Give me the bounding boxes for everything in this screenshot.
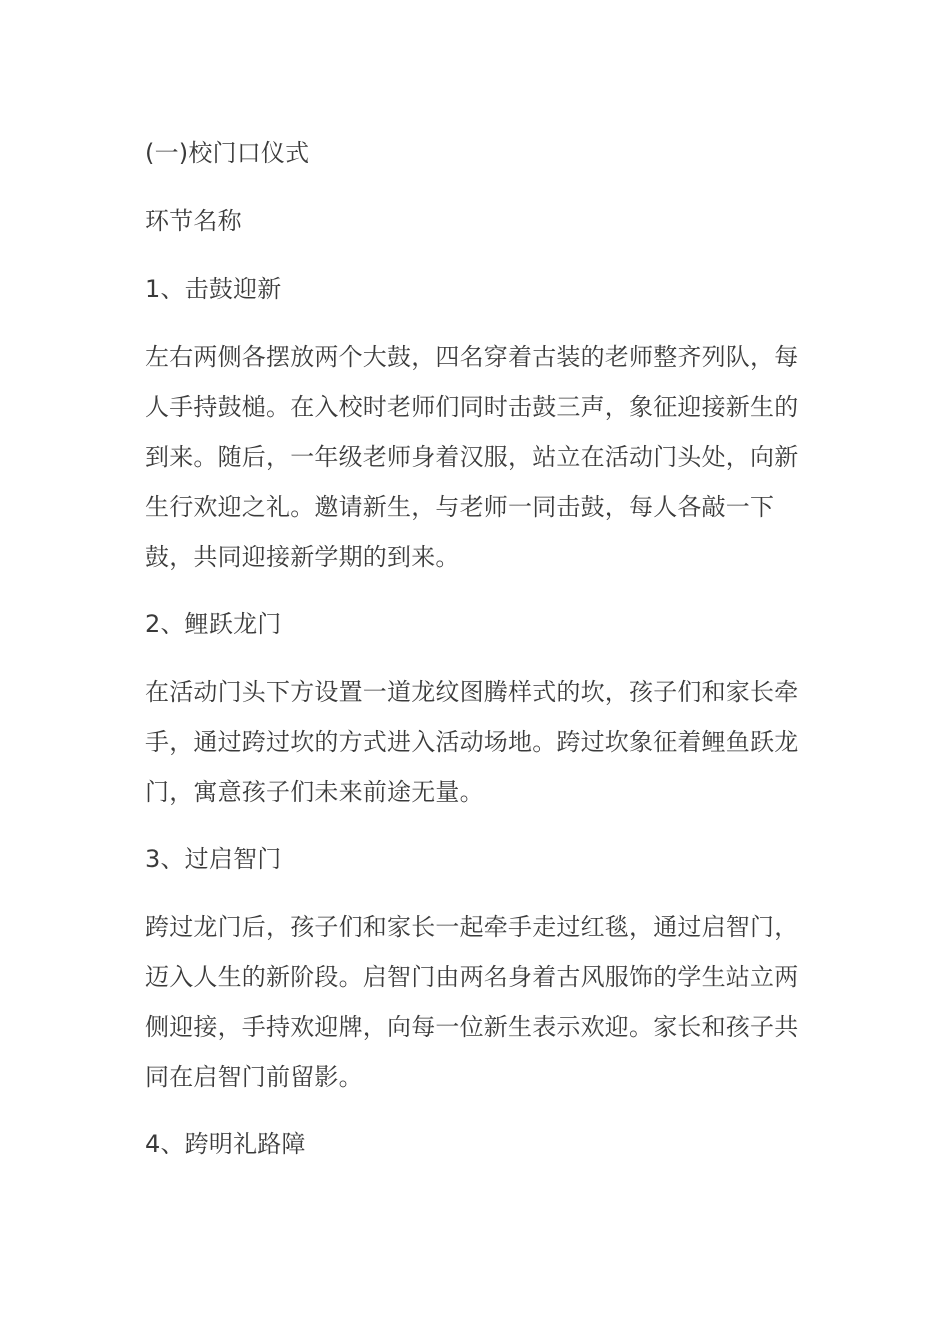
item-title: 2、鲤跃龙门 bbox=[145, 610, 282, 638]
item-title: 4、跨明礼路障 bbox=[145, 1130, 306, 1158]
item-title: 1、击鼓迎新 bbox=[145, 275, 282, 303]
document-page bbox=[145, 128, 810, 1187]
item-body: 在活动门头下方设置一道龙纹图腾样式的坎，孩子们和家长牵手，通过跨过坎的方式进入活动场地。跨过坎象征着鲤鱼跃龙门，寓意孩子们未来前途无量。 bbox=[145, 678, 799, 806]
column-title: 环节名称 bbox=[145, 207, 242, 235]
item-body: 跨过龙门后，孩子们和家长一起牵手走过红毯，通过启智门，迈入人生的新阶段。启智门由两名身着古风服饰的学生站立两侧迎接，手持欢迎牌，向每一位新生表示欢迎。家长和孩子共同在启智门前留影。 bbox=[145, 913, 799, 1091]
item-title: 3、过启智门 bbox=[145, 845, 282, 873]
section-title: (一)校门口仪式 bbox=[145, 139, 310, 167]
item-body: 左右两侧各摆放两个大鼓，四名穿着古装的老师整齐列队，每人手持鼓槌。在入校时老师们同时击鼓三声，象征迎接新生的到来。随后，一年级老师身着汉服，站立在活动门头处，向新生行欢迎之礼。邀请新生，与老师一同击鼓，每人各敲一下鼓，共同迎接新学期的到来。 bbox=[145, 343, 799, 571]
